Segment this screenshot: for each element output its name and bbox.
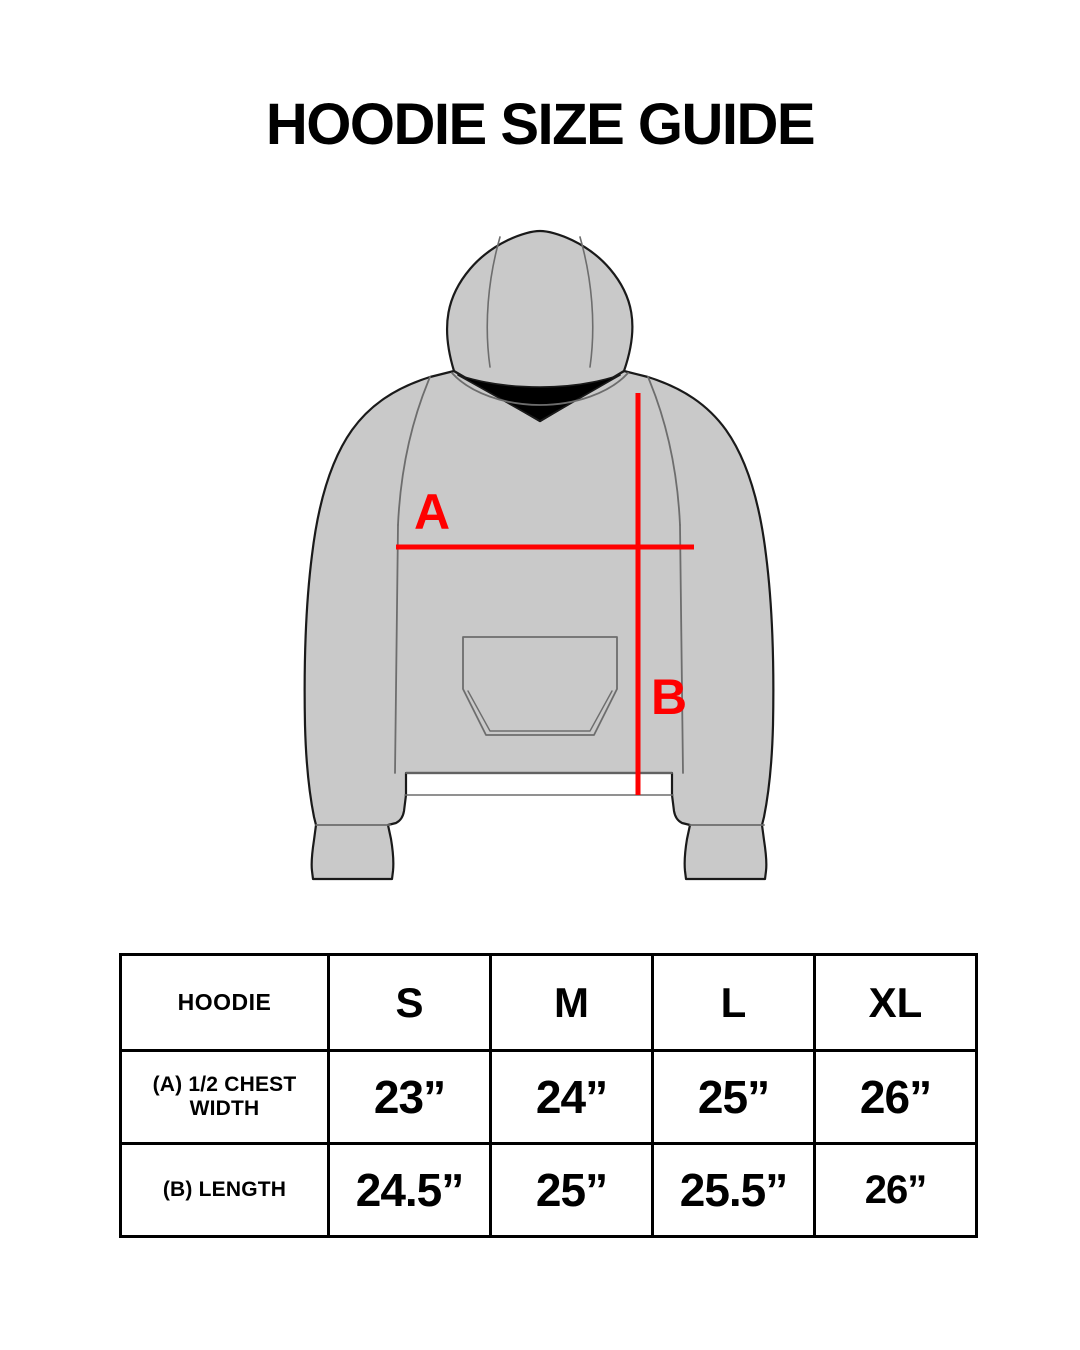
measurement-label-b: B [651, 669, 688, 725]
page-title: HOODIE SIZE GUIDE [265, 92, 815, 157]
row-label-line1: (A) 1/2 CHEST [152, 1072, 297, 1096]
table-row [121, 1051, 977, 1144]
table-header-size-m: M [491, 955, 653, 1051]
table-header-size-xl: XL [815, 955, 977, 1051]
table-row [121, 1144, 977, 1237]
row-label-length [121, 1144, 329, 1237]
cell-length-l: 25.5” [653, 1144, 815, 1237]
cell-chest-l: 25” [653, 1051, 815, 1144]
cell-chest-m: 24” [491, 1051, 653, 1144]
row-label-chest-width [121, 1051, 329, 1144]
row-label-line1: (B) LENGTH [162, 1177, 287, 1201]
cell-length-xl: 26” [815, 1144, 977, 1237]
cell-length-m: 25” [491, 1144, 653, 1237]
hoodie-body-outline [305, 371, 774, 879]
hoodie-illustration [0, 225, 1080, 885]
table-header-size-s: S [329, 955, 491, 1051]
cell-length-s: 24.5” [329, 1144, 491, 1237]
table-header-garment: HOODIE [121, 955, 329, 1051]
size-table [119, 953, 978, 1238]
hoodie-technical-drawing [305, 231, 774, 879]
measurement-label-a: A [414, 484, 451, 540]
row-label-line2: WIDTH [189, 1097, 260, 1120]
table-header-row [121, 955, 977, 1051]
cell-chest-xl: 26” [815, 1051, 977, 1144]
table-header-size-l: L [653, 955, 815, 1051]
cell-chest-s: 23” [329, 1051, 491, 1144]
